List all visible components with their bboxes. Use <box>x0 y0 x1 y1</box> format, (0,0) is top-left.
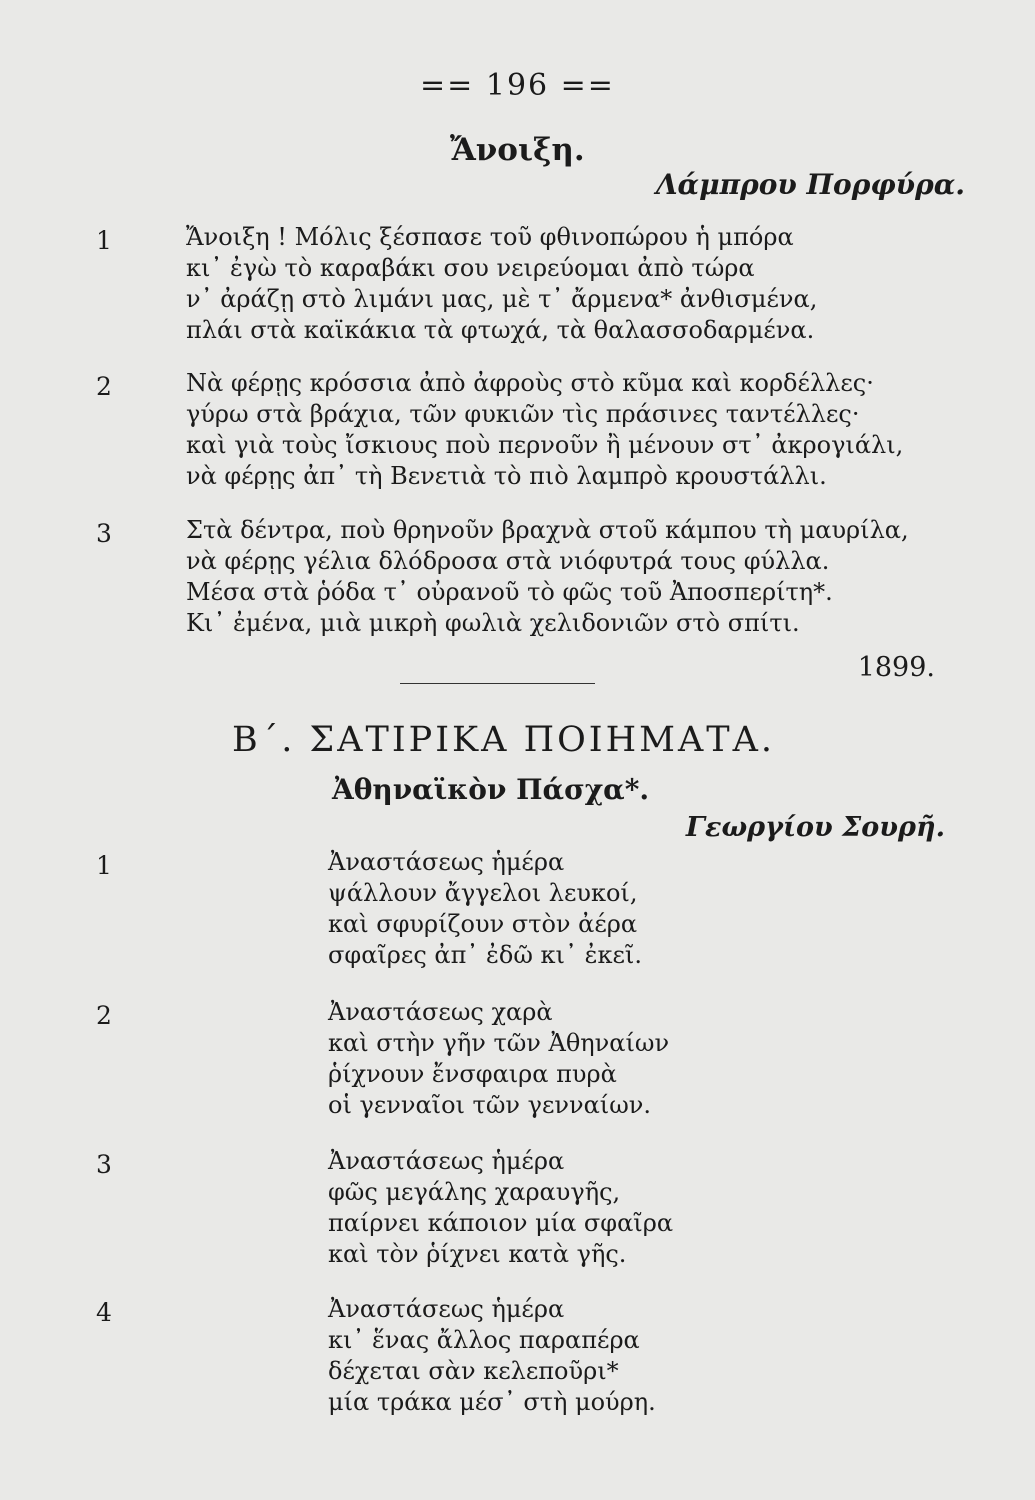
poem-line: Ἀναστάσεως ἡμέρα <box>328 848 565 876</box>
poem-line: κι᾽ ἕνας ἄλλος παραπέρα <box>328 1326 640 1354</box>
stanza-number: 1 <box>96 226 112 255</box>
poem-year: 1899. <box>857 652 935 683</box>
poem-author: Γεωργίου Σουρῆ. <box>685 812 945 843</box>
poem-line: κι᾽ ἐγὼ τὸ καραβάκι σου νειρεύομαι ἀπὸ τώρα <box>186 254 755 282</box>
poem-line: πλάι στὰ καϊκάκια τὰ φτωχά, τὰ θαλασσοδαρμένα. <box>186 316 815 344</box>
stanza-number: 2 <box>96 1001 112 1030</box>
poem-title: Ἄνοιξη. <box>450 132 585 168</box>
poem-line: ῥίχνουν ἔνσφαιρα πυρὰ <box>328 1060 617 1088</box>
poem-line: Ἀναστάσεως χαρὰ <box>328 998 553 1026</box>
poem-line: Μέσα στὰ ῥόδα τ᾽ οὐρανοῦ τὸ φῶς τοῦ Ἀποσπερίτη*. <box>186 578 833 606</box>
poem-line: Κι᾽ ἐμένα, μιὰ μικρὴ φωλιὰ χελιδονιῶν στὸ σπίτι. <box>186 609 800 637</box>
stanza-number: 2 <box>96 372 112 401</box>
stanza <box>186 515 909 639</box>
stanza <box>186 222 817 346</box>
poem-author: Λάμπρου Πορφύρα. <box>655 168 965 201</box>
poem-line: καὶ τὸν ῥίχνει κατὰ γῆς. <box>328 1240 627 1268</box>
stanza <box>328 997 669 1121</box>
stanza <box>328 1294 656 1418</box>
poem-line: Νὰ φέρῃς κρόσσια ἀπὸ ἀφροὺς στὸ κῦμα καὶ κορδέλλες· <box>186 369 874 397</box>
poem-line: ν᾽ ἀράζῃ στὸ λιμάνι μας, μὲ τ᾽ ἄρμενα* ἀνθισμένα, <box>186 285 818 313</box>
poem-line: Στὰ δέντρα, ποὺ θρηνοῦν βραχνὰ στοῦ κάμπου τὴ μαυρίλα, <box>186 516 909 544</box>
poem-line: δέχεται σὰν κελεποῦρι* <box>328 1357 619 1385</box>
stanza-number: 3 <box>96 519 112 548</box>
poem-line: Ἀναστάσεως ἡμέρα <box>328 1147 565 1175</box>
section-heading: Β΄. ΣΑΤΙΡΙΚΑ ΠΟΙΗΜΑΤΑ. <box>232 720 776 760</box>
poem-line: καὶ στὴν γῆν τῶν Ἀθηναίων <box>328 1029 670 1057</box>
poem-title: Ἀθηναϊκὸν Πάσχα*. <box>332 773 650 806</box>
poem-line: ψάλλουν ἄγγελοι λευκοί, <box>328 879 638 907</box>
poem-line: μία τράκα μέσ᾽ στὴ μούρη. <box>328 1388 656 1416</box>
poem-line: Ἄνοιξη ! Μόλις ξέσπασε τοῦ φθινοπώρου ἡ μπόρα <box>186 223 794 251</box>
poem-line: παίρνει κάποιον μία σφαῖρα <box>328 1209 674 1237</box>
divider-rule <box>400 683 595 684</box>
poem-line: νὰ φέρῃς γέλια δλόδροσα στὰ νιόφυτρά τους φύλλα. <box>186 547 830 575</box>
stanza-number: 3 <box>96 1150 112 1179</box>
stanza <box>328 847 642 971</box>
poem-line: καὶ σφυρίζουν στὸν ἀέρα <box>328 910 638 938</box>
stanza <box>328 1146 673 1270</box>
poem-line: φῶς μεγάλης χαραυγῆς, <box>328 1178 621 1206</box>
poem-line: σφαῖρες ἀπ᾽ ἐδῶ κι᾽ ἐκεῖ. <box>328 941 642 969</box>
poem-line: γύρω στὰ βράχια, τῶν φυκιῶν τὶς πράσινες ταντέλλες· <box>186 400 860 428</box>
poem-line: νὰ φέρῃς ἀπ᾽ τὴ Βενετιὰ τὸ πιὸ λαμπρὸ κρουστάλλι. <box>186 462 827 490</box>
poem-line: Ἀναστάσεως ἡμέρα <box>328 1295 565 1323</box>
stanza-number: 4 <box>96 1298 112 1327</box>
page-number: == 196 == <box>420 68 615 103</box>
poem-line: οἱ γενναῖοι τῶν γενναίων. <box>328 1091 651 1119</box>
stanza-number: 1 <box>96 851 112 880</box>
poem-line: καὶ γιὰ τοὺς ἴσκιους ποὺ περνοῦν ἢ μένουν στ᾽ ἀκρογιάλι, <box>186 431 904 459</box>
stanza <box>186 368 903 492</box>
